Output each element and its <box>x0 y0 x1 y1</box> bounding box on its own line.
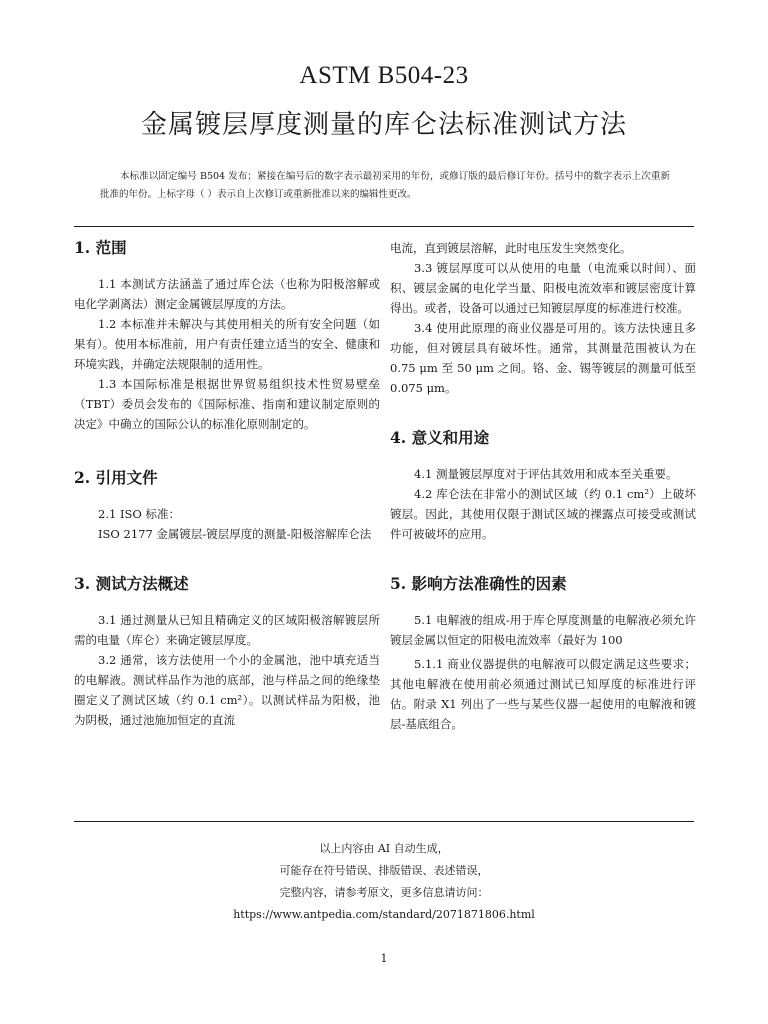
section-2-heading: 2. 引用文件 <box>74 468 158 487</box>
footer-link[interactable]: https://www.antpedia.com/standard/2071871806.html <box>233 908 535 921</box>
document-title-zh: 金属镀层厚度测量的库仑法标准测试方法 <box>140 110 627 140</box>
section-1-heading: 1. 范围 <box>74 238 127 257</box>
bottom-divider <box>74 821 694 822</box>
paragraph-3-1: 3.1 通过测量从已知且精确定义的区域阳极溶解镀层所需的电量（库仑）来确定镀层厚度。 <box>74 613 380 647</box>
footer-line: 完整内容，请参考原文，更多信息请访问： <box>279 886 489 899</box>
right-column <box>390 238 696 734</box>
paragraph-3-2: 3.2 通常，该方法使用一个小的金属池，池中填充适当的电解液。测试样品作为池的底部，池与样品之间的绝缘垫圈定义了测试区域（约 0.1 cm²）。以测试样品为阳极，池为阴极，通过池施加恒定的直流 <box>74 653 380 727</box>
section-5-heading: 5. 影响方法准确性的因素 <box>390 574 567 593</box>
paragraph-4-2: 4.2 库仑法在非常小的测试区域（约 0.1 cm²）上破坏镀层。因此，其使用仅限于测试区域的裸露点可接受或测试件可被破坏的应用。 <box>390 487 696 541</box>
footer-line: 以上内容由 AI 自动生成， <box>319 842 449 855</box>
page-number: 1 <box>380 952 388 965</box>
paragraph-5-1-1: 5.1.1 商业仪器提供的电解液可以假定满足这些要求；其他电解液在使用前必须通过测试已知厚度的标准进行评估。附录 X1 列出了一些与某些仪器一起使用的电解液和镀层-基底组合。 <box>390 657 696 731</box>
left-column <box>74 238 380 730</box>
paragraph-2-1-item: ISO 2177 金属镀层-镀层厚度的测量-阳极溶解库仑法 <box>98 527 372 541</box>
paragraph-1-3: 1.3 本国际标准是根据世界贸易组织技术性贸易壁垒（TBT）委员会发布的《国际标准、指南和建议制定原则的决定》中确立的国际公认的标准化原则制定的。 <box>74 377 380 431</box>
top-divider <box>74 226 694 227</box>
section-3-heading: 3. 测试方法概述 <box>74 574 189 593</box>
intro-note: 本标准以固定编号 B504 发布；紧接在编号后的数字表示最初采用的年份，或修订版的最后修订年份。括号中的数字表示上次重新批准的年份。上标字母（ ）表示自上次修订或重新批准以来的编辑性更改。 <box>100 171 670 200</box>
paragraph-3-3: 3.3 镀层厚度可以从使用的电量（电流乘以时间）、面积、镀层金属的电化学当量、阳极电流效率和镀层密度计算得出。或者，设备可以通过已知镀层厚度的标准进行校准。 <box>390 261 696 315</box>
paragraph-4-1: 4.1 测量镀层厚度对于评估其效用和成本至关重要。 <box>414 467 678 481</box>
paragraph-2-1: 2.1 ISO 标准： <box>98 507 180 521</box>
paragraph-5-1: 5.1 电解液的组成-用于库仑厚度测量的电解液必须允许镀层金属以恒定的阳极电流效率（最好为 100 <box>390 613 696 647</box>
document-title-en: ASTM B504-23 <box>299 62 469 89</box>
paragraph-1-1: 1.1 本测试方法涵盖了通过库仑法（也称为阳极溶解或电化学剥离法）测定金属镀层厚度的方法。 <box>74 277 380 311</box>
paragraph-1-2: 1.2 本标准并未解决与其使用相关的所有安全问题（如果有）。使用本标准前，用户有责任建立适当的安全、健康和环境实践，并确定法规限制的适用性。 <box>74 317 380 371</box>
paragraph-3-2-continued: 电流，直到镀层溶解，此时电压发生突然变化。 <box>390 241 632 255</box>
section-4-heading: 4. 意义和用途 <box>390 428 490 447</box>
paragraph-3-4: 3.4 使用此原理的商业仪器是可用的。该方法快速且多功能，但对镀层具有破坏性。通常，其测量范围被认为在 0.75 μm 至 50 μm 之间。铬、金、锡等镀层的测量可低至 0.075 μm。 <box>390 321 696 395</box>
ai-disclaimer-footer <box>0 838 768 926</box>
footer-line: 可能存在符号错误、排版错误、表述错误， <box>279 864 489 877</box>
